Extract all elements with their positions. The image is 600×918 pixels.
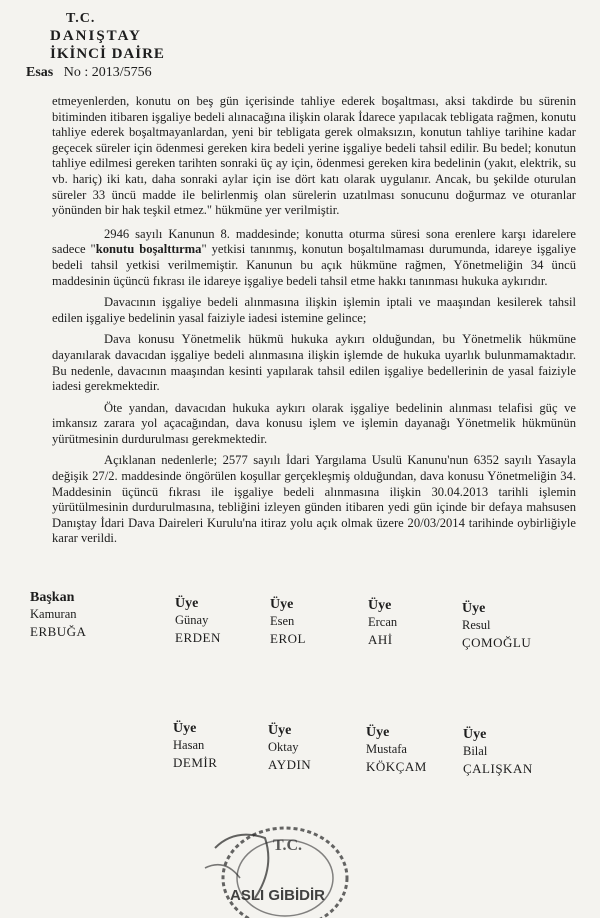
paragraph-5-text: Öte yandan, davacıdan hukuka aykırı olarak işgaliye bedelinin alınması telafisi güç ve imkansız zarara yol açacağından, dava konusu işlem ve işlemin dayanağı Yönetmelik hükmünün yürütmesinin durdurulması gerekmektedir. <box>52 400 576 446</box>
signature-role: Üye <box>270 597 294 612</box>
signature-first-name: Resul <box>462 618 491 632</box>
header-daire: İKİNCİ DAİRE <box>50 46 165 62</box>
signature-last-name: AYDIN <box>268 757 312 772</box>
stamp-top-text: T.C. <box>273 837 303 854</box>
signature-member-4 <box>462 600 531 651</box>
official-seal-stamp <box>195 808 365 918</box>
paragraph-1 <box>52 94 576 219</box>
signature-first-name: Mustafa <box>366 742 407 756</box>
signature-baskan <box>30 589 86 640</box>
signature-last-name: EROL <box>270 631 306 646</box>
signature-first-name: Esen <box>270 614 295 628</box>
stamp-bottom-text: ASLI GİBİDİR <box>230 887 326 904</box>
signature-last-name: KÖKÇAM <box>366 759 427 774</box>
signature-role: Üye <box>366 725 390 740</box>
signature-first-name: Hasan <box>173 738 205 752</box>
signature-role: Üye <box>173 721 197 736</box>
signature-last-name: ÇALIŞKAN <box>463 761 533 776</box>
signature-last-name: ERDEN <box>175 630 221 645</box>
signature-member-7 <box>366 724 427 775</box>
paragraph-2-emphasis: konutu boşalttırma <box>95 242 202 257</box>
signature-role: Üye <box>463 727 487 742</box>
signature-first-name: Oktay <box>268 740 299 754</box>
signature-role: Üye <box>368 598 392 613</box>
signature-member-2 <box>270 596 306 647</box>
header-tc: T.C. <box>66 11 96 26</box>
paragraph-4 <box>52 332 576 394</box>
signature-member-3 <box>368 597 397 648</box>
paragraph-6-text: Açıklanan nedenlerle; 2577 sayılı İdari Yargılama Usulü Kanunu'nun 6352 sayılı Yasayla değişik 27/2. maddesinde öngörülen koşullar gerçekleşmiş olduğundan, dava konusu Yönetmeliğin 34. Maddesinin üçüncü fıkrası ile işgaliye bedeli alınmasına ilişkin 30.04.2013 tarihli işlemin yürütülmesinin durdurulmasına, tebliğini izleyen günden itibaren yedi gün içinde bir defaya mahsusen Danıştay İdari Dava Daireleri Kurulu'na itiraz yolu açık olmak üzere 20/03/2014 tarihinde oybirliğiyle karar verildi. <box>52 453 576 546</box>
signature-first-name: Günay <box>175 613 209 627</box>
signature-last-name: ERBUĞA <box>30 624 87 639</box>
esas-label: Esas <box>26 65 54 80</box>
signature-last-name: ÇOMOĞLU <box>462 635 532 650</box>
document-header <box>0 0 600 90</box>
paragraph-3 <box>52 295 576 326</box>
paragraph-5 <box>52 401 576 448</box>
header-esas <box>26 65 152 81</box>
signature-role: Üye <box>462 601 486 616</box>
signature-member-8 <box>463 726 533 777</box>
signature-role: Üye <box>268 723 292 738</box>
document-body <box>52 94 576 553</box>
paragraph-2 <box>52 227 576 289</box>
signature-first-name: Kamuran <box>30 607 77 621</box>
paragraph-2-text-a: 2946 sayılı Kanunun 8. maddesinde; konutta oturma süresi sona erenlere karşı idarelere sadece " <box>52 226 576 257</box>
signature-member-1 <box>175 595 221 646</box>
signature-first-name: Bilal <box>463 744 488 758</box>
signature-member-6 <box>268 722 311 773</box>
signature-member-5 <box>173 720 217 771</box>
header-court: DANIŞTAY <box>50 28 142 44</box>
signature-role: Başkan <box>30 590 75 605</box>
paragraph-3-text: Davacının işgaliye bedeli alınmasına ilişkin işlemin iptali ve maaşından kesilerek tahsil edilen işgaliye bedelinin yasal faiziyle iadesi istemine gelince; <box>52 295 576 325</box>
paragraph-2-text-c: " yetkisi tanınmış, konutun boşaltılmaması durumunda, idareye işgaliye bedeli tahsil yetkisi verilmemiştir. Kanunun bu açık hükmüne rağmen, Yönetmeliğin 34 üncü maddesinin üçüncü fıkrası ile idareye işgaliye bedeli tahsil etme hakkı tanınması hukuka aykırıdır. <box>52 242 576 288</box>
signature-role: Üye <box>175 596 199 611</box>
paragraph-1-text: etmeyenlerden, konutu on beş gün içerisinde tahliye ederek boşaltması, aksi takdirde bu sürenin bitiminden itibaren işgaliye bedeli alınacağına ilişkin olarak İdarece yapılacak tebligata rağmen, konutu tahliye ederek boşaltmayanlardan, yeni bir tebligata gerek olmaksızın, konutun tahliye tarihine kadar geçecek süreler için ödenmesi gereken kira bedeli yerine işgaliye bedeli tahsil edilir. Bu bedel; konutun tahliye edilmesi gereken tarihten sonraki üç ay için, ödenmesi gereken kira bedelinin (yakıt, elektrik, su vb. hariç) iki katı, daha sonraki aylar için ise dört katı olarak uygulanır. Ancak, bu şekilde oturulan süreler 33 üncü madde ile belirlenmiş olan sürelerin uzatılması sonucunu doğurmaz ve oturanlar yönünden bir hak teşkil etmez." hükmüne yer verilmiştir. <box>52 94 576 218</box>
esas-number: No : 2013/5756 <box>63 65 152 80</box>
signature-first-name: Ercan <box>368 615 398 629</box>
signature-last-name: AHİ <box>368 632 393 647</box>
paragraph-4-text: Dava konusu Yönetmelik hükmü hukuka aykırı olduğundan, bu Yönetmelik hükmüne dayanılarak davacıdan işgaliye bedeli alınmasına ilişkin işlemde de hukuka uyarlık bulunmamaktadır. Bu nedenle, davacının maaşından kesinti yapılarak tahsil edilen işgaliye bedellerinin de yasal faiziyle iadesi gerekmektedir. <box>52 332 576 394</box>
paragraph-6 <box>52 453 576 547</box>
signature-last-name: DEMİR <box>173 755 218 770</box>
